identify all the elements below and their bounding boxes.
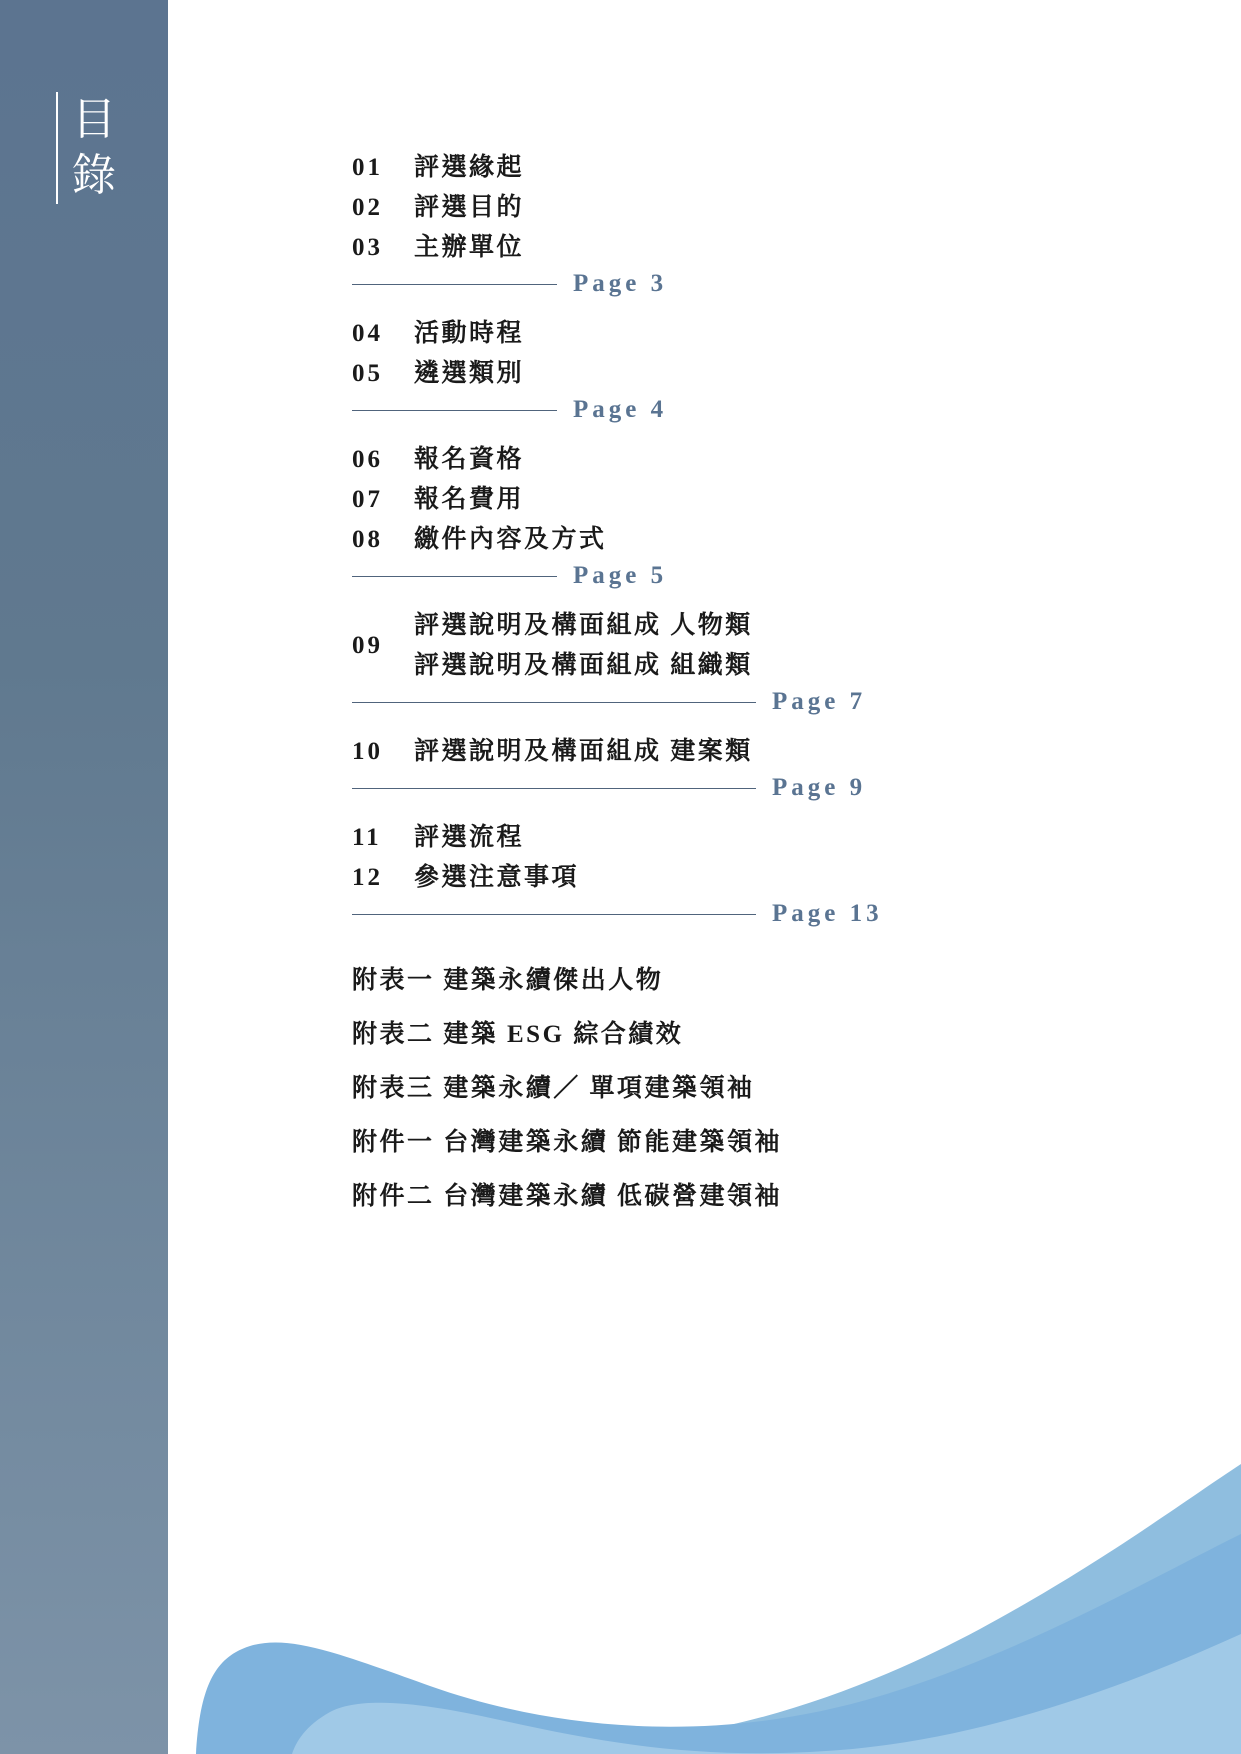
toc-page-marker [352, 396, 1152, 424]
toc-entry-number: 11 [352, 824, 382, 851]
toc-entry-number: 04 [352, 320, 383, 347]
toc-entry-label: 評選說明及構面組成 人物類 [414, 612, 753, 639]
toc-entry-label: 繳件內容及方式 [414, 526, 607, 553]
wave-shape-accent [292, 1634, 1241, 1754]
toc-entry-label: 報名資格 [414, 446, 525, 473]
toc-entry-label: 評選緣起 [414, 154, 525, 181]
toc-group [352, 440, 1152, 590]
appendix-item[interactable]: 附表二 建築 ESG 綜合績效 [352, 1021, 684, 1048]
sidebar-band [0, 0, 168, 1754]
appendix-item[interactable]: 附件一 台灣建築永續 節能建築領袖 [352, 1129, 783, 1156]
toc-entry-label: 報名費用 [414, 486, 525, 513]
toc-entry-number: 08 [352, 526, 383, 553]
appendix-item[interactable]: 附表三 建築永續／ 單項建築領袖 [352, 1075, 755, 1102]
toc-entry[interactable] [352, 858, 1152, 898]
toc-entry[interactable] [352, 440, 1152, 480]
toc-entry[interactable] [352, 818, 1152, 858]
toc-entry-label-wrap [414, 606, 753, 686]
divider [352, 284, 557, 285]
table-of-contents [352, 148, 1152, 1224]
toc-group [352, 606, 1152, 716]
toc-group [352, 314, 1152, 424]
toc-entry-number: 06 [352, 446, 383, 473]
toc-entry[interactable] [352, 480, 1152, 520]
toc-entry-number: 09 [352, 632, 383, 659]
toc-group [352, 148, 1152, 298]
toc-entry-number: 01 [352, 154, 383, 181]
page-title-char-1: 目 [72, 95, 118, 144]
toc-entry-label: 評選流程 [414, 824, 525, 851]
wave-shape-upper [560, 1464, 1241, 1746]
divider [352, 702, 756, 703]
toc-entry-number: 03 [352, 234, 383, 261]
toc-entry-number: 05 [352, 360, 383, 387]
page-number-label: Page 4 [573, 396, 668, 423]
toc-entry-label: 活動時程 [414, 320, 525, 347]
appendix-list [352, 954, 1152, 1224]
toc-entry-label: 評選說明及構面組成 建案類 [414, 738, 753, 765]
toc-entry-number: 02 [352, 194, 383, 221]
toc-entry-label: 遴選類別 [414, 360, 525, 387]
toc-entry-label: 主辦單位 [414, 234, 525, 261]
toc-entry-label-secondary: 評選說明及構面組成 組織類 [414, 652, 753, 679]
toc-page-marker [352, 270, 1152, 298]
divider [352, 788, 756, 789]
toc-entry[interactable] [352, 520, 1152, 560]
toc-entry-label: 評選目的 [414, 194, 525, 221]
toc-page-marker [352, 562, 1152, 590]
page-number-label: Page 13 [772, 900, 883, 927]
page-title-char-2: 錄 [72, 151, 118, 200]
toc-page-marker [352, 774, 1152, 802]
divider [352, 914, 756, 915]
page-number-label: Page 5 [573, 562, 668, 589]
toc-entry[interactable] [352, 148, 1152, 188]
toc-group [352, 818, 1152, 928]
toc-entry[interactable] [352, 732, 1152, 772]
divider [352, 576, 557, 577]
toc-page-marker [352, 688, 1152, 716]
appendix-item[interactable]: 附件二 台灣建築永續 低碳營建領袖 [352, 1183, 783, 1210]
toc-entry-number: 12 [352, 864, 383, 891]
page-number-label: Page 7 [772, 688, 867, 715]
toc-entry[interactable] [352, 314, 1152, 354]
toc-entry-number: 07 [352, 486, 383, 513]
page-number-label: Page 3 [573, 270, 668, 297]
page-number-label: Page 9 [772, 774, 867, 801]
wave-shape-lower [196, 1534, 1241, 1754]
decorative-wave-graphic [0, 1234, 1241, 1754]
toc-page-marker [352, 900, 1152, 928]
toc-entry[interactable] [352, 228, 1152, 268]
toc-entry-label: 參選注意事項 [414, 864, 580, 891]
toc-entry[interactable] [352, 354, 1152, 394]
page-title [56, 92, 152, 204]
toc-group [352, 732, 1152, 802]
toc-entry[interactable] [352, 606, 1152, 686]
appendix-item[interactable]: 附表一 建築永續傑出人物 [352, 967, 664, 994]
toc-entry[interactable] [352, 188, 1152, 228]
toc-entry-number: 10 [352, 738, 383, 765]
divider [352, 410, 557, 411]
